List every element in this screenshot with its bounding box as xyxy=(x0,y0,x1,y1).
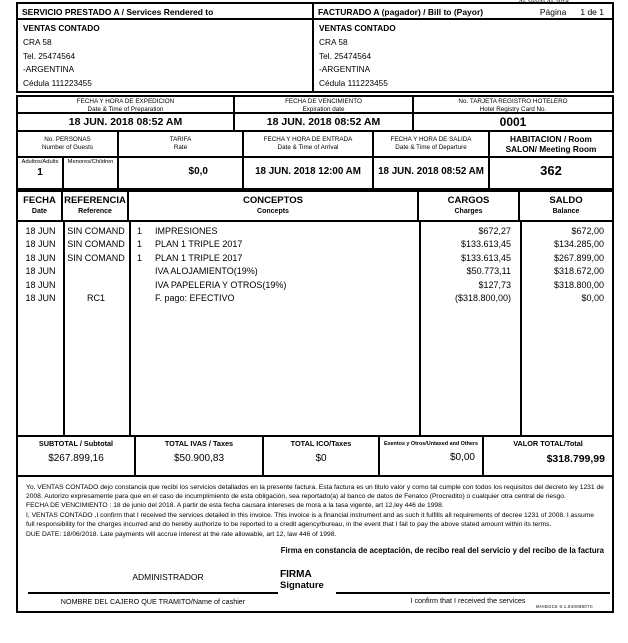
cell-balance: $318.800,00 xyxy=(553,279,604,290)
address-line: -ARGENTINA xyxy=(23,64,75,75)
address-line: VENTAS CONTADO xyxy=(23,23,100,33)
subtotal-value: $267.899,16 xyxy=(48,453,104,464)
table-row xyxy=(18,279,612,292)
guests-values xyxy=(18,158,117,188)
total-ivas-box xyxy=(134,435,264,477)
page-number xyxy=(526,7,604,18)
cell-quantity xyxy=(129,279,155,292)
guest-signature-line xyxy=(336,592,610,594)
room-number: 362 xyxy=(540,163,562,178)
header-en: Concepts xyxy=(257,208,289,215)
system-code: MIHBOC8 8.1.84008807C xyxy=(536,604,594,609)
registry-card-label xyxy=(414,97,612,114)
grand-total-label: VALOR TOTAL/Total xyxy=(513,439,583,448)
room-label xyxy=(490,132,612,158)
label-es: TARIFA xyxy=(169,136,192,143)
cell-concept: IVA ALOJAMIENTO(19%) xyxy=(155,266,258,277)
header-es: CONCEPTOS xyxy=(242,195,303,206)
pagina-value: 1 de 1 xyxy=(580,7,604,17)
service-rendered-address xyxy=(16,18,314,93)
total-ivas-label: TOTAL IVAS / Taxes xyxy=(164,439,234,448)
arrival-label xyxy=(244,132,372,158)
label-en: Number of Guests xyxy=(41,144,94,152)
cell-reference: SIN COMAND xyxy=(67,252,125,263)
confirm-services-label: I confirm that I received the services xyxy=(410,596,526,605)
header-es: SALDO xyxy=(549,195,583,206)
subtotal-box xyxy=(16,435,136,477)
cell-concept: IMPRESIONES xyxy=(155,226,218,236)
label-en: Expiration date xyxy=(302,105,345,113)
col-header-reference xyxy=(61,190,129,222)
label-es: FECHA DE VENCIMIENTO xyxy=(285,98,362,105)
grand-total-value: $318.799,99 xyxy=(546,453,605,465)
col-header-date xyxy=(16,190,63,222)
label-en: Date & Time of Departure xyxy=(395,144,467,152)
cell-date: 18 JUN xyxy=(25,266,56,277)
header-en: Balance xyxy=(552,208,580,215)
grand-total-box xyxy=(482,435,614,477)
children-cell xyxy=(64,158,117,188)
room-label-line1: HABITACION / Room xyxy=(510,134,592,144)
col-header-charges xyxy=(417,190,520,222)
preparation-date-box xyxy=(16,95,235,132)
cell-charge: $133.613,45 xyxy=(460,239,511,250)
column-divider xyxy=(129,222,131,435)
label-en: Rate xyxy=(173,144,188,152)
label-es: FECHA Y HORA DE SALIDA xyxy=(390,136,472,143)
address-line: CRA 58 xyxy=(319,36,348,47)
table-row xyxy=(18,225,612,238)
registry-card-box xyxy=(412,95,614,132)
signature-acceptance-line: Firma en constancia de aceptación, de recibo real del servicio y del recibo de la factura xyxy=(280,546,604,556)
table-row xyxy=(18,238,612,251)
header-es: CARGOS xyxy=(447,195,490,206)
cell-date: 18 JUN xyxy=(25,239,56,250)
departure-value: 18 JUN. 2018 08:52 AM xyxy=(378,166,484,177)
adults-label: Adultos/Adults xyxy=(21,159,59,165)
header-en: Charges xyxy=(454,208,483,215)
room-label-line2: SALON/ Meeting Room xyxy=(505,144,597,154)
cashier-name-label: NOMBRE DEL CAJERO QUE TRAMITO/Name of cashier xyxy=(60,597,246,606)
label-en: Date & Time of Arrival xyxy=(277,144,339,152)
cell-concept: IVA PAPELERIA Y OTROS(19%) xyxy=(155,279,287,290)
address-line: Tel. 25474564 xyxy=(319,50,372,61)
rate-label xyxy=(119,132,242,158)
label-en: Hotel Registry Card No. xyxy=(479,105,547,113)
col-header-balance xyxy=(518,190,614,222)
cell-reference: SIN COMAND xyxy=(67,239,125,250)
cell-date: 18 JUN xyxy=(25,279,56,290)
cell-date: 18 JUN xyxy=(25,226,56,236)
cell-balance: $318.672,00 xyxy=(553,266,604,277)
cell-date: 18 JUN xyxy=(25,252,56,263)
charges-table-body xyxy=(16,220,614,437)
cell-balance: $267.899,00 xyxy=(553,252,604,263)
label-es: No. TARJETA REGISTRO HOTELERO xyxy=(458,98,568,105)
preparation-date-value: 18 JUN. 2018 08:52 AM xyxy=(68,116,183,128)
guests-label xyxy=(18,132,117,158)
table-row xyxy=(18,252,612,265)
children-label: Menores/Children xyxy=(67,159,114,165)
pagina-label: Página xyxy=(539,7,567,17)
untaxed-box xyxy=(378,435,484,477)
administrator-label: ADMINISTRADOR xyxy=(132,572,204,582)
due-date-en: DUE DATE: 18/06/2018. Late payments will accrue interest at the rate allowable, art 12, law 446 of 1998. xyxy=(26,530,337,538)
cell-concept: PLAN 1 TRIPLE 2017 xyxy=(155,252,243,263)
firma-signature-label xyxy=(280,569,324,591)
signature-label: Signature xyxy=(280,580,324,591)
column-divider xyxy=(63,222,65,435)
total-ivas-value: $50.900,83 xyxy=(173,453,225,464)
cell-quantity: 1 xyxy=(137,252,143,263)
subtotal-label: SUBTOTAL / Subtotal xyxy=(38,439,114,448)
untaxed-value: $0,00 xyxy=(449,452,475,463)
header-en: Date xyxy=(31,208,48,215)
label-en: Date & Time of Preparation xyxy=(87,105,164,113)
rate-box xyxy=(117,130,244,190)
table-row xyxy=(18,292,612,305)
cell-quantity xyxy=(129,265,155,278)
legal-signature-box xyxy=(16,475,614,613)
adults-value: 1 xyxy=(37,167,43,178)
firma-label: FIRMA xyxy=(280,569,312,580)
cell-concept: F. pago: EFECTIVO xyxy=(155,292,235,303)
cell-charge: $133.613,45 xyxy=(460,252,511,263)
total-ico-value: $0 xyxy=(315,453,327,464)
column-divider xyxy=(520,222,522,435)
cell-quantity xyxy=(129,292,155,305)
cell-quantity: 1 xyxy=(137,239,143,250)
cell-date: 18 JUN xyxy=(25,292,56,303)
service-rendered-header: SERVICIO PRESTADO A / Services Rendered to xyxy=(16,2,314,20)
arrival-box xyxy=(242,130,374,190)
adults-cell xyxy=(18,158,64,188)
departure-label xyxy=(374,132,488,158)
cell-charge: ($318.800,00) xyxy=(454,292,511,303)
departure-box xyxy=(372,130,490,190)
address-line: VENTAS CONTADO xyxy=(319,23,396,33)
cell-concept: PLAN 1 TRIPLE 2017 xyxy=(155,239,243,250)
expiration-date-value: 18 JUN. 2018 08:52 AM xyxy=(266,116,381,128)
cell-charge: $672,27 xyxy=(478,226,511,236)
col-header-concepts xyxy=(127,190,419,222)
address-line: CRA 58 xyxy=(23,36,52,47)
cashier-signature-line xyxy=(28,592,278,594)
header-en: Reference xyxy=(78,208,112,215)
label-es: No. PERSONAS xyxy=(44,136,91,143)
cell-reference: SIN COMAND xyxy=(67,226,125,236)
expiration-date-box xyxy=(233,95,414,132)
header-es: FECHA xyxy=(23,195,56,206)
column-divider xyxy=(419,222,421,435)
cell-quantity: 1 xyxy=(137,226,143,236)
label-es: FECHA Y HORA DE ENTRADA xyxy=(263,136,353,143)
legal-paragraph-en: I, VENTAS CONTADO ,I confirm that I received the services detailed in this invoice. This invoice is a financial instrument and as such it fulfills all requirements of decree 1231 of 2008. I assume full responsibility for the charges incurred and do hereby authorize to be reported to a credit agency/bureau, in the event that I fail to pay the above stated amount within its terms. xyxy=(26,512,594,528)
total-ico-label: TOTAL ICO/Taxes xyxy=(290,439,352,448)
cell-balance: $134.285,00 xyxy=(553,239,604,250)
guests-box xyxy=(16,130,119,190)
cell-charge: $50.773,11 xyxy=(466,266,511,277)
address-line: Cédula 111223455 xyxy=(319,78,388,89)
rate-value: $0,0 xyxy=(188,166,208,177)
cell-reference: RC1 xyxy=(86,292,105,303)
label-es: FECHA Y HORA DE EXPEDICION xyxy=(76,98,175,105)
cell-charge: $127,73 xyxy=(478,279,511,290)
cell-balance: $0,00 xyxy=(581,292,604,303)
cell-balance: $672,00 xyxy=(571,226,604,236)
cell-reference xyxy=(63,279,129,292)
expiration-date-label xyxy=(235,97,412,114)
due-date-es: FECHA DE VENCIMIENTO : 18 de junio del 2018. A partir de esta fecha causara intereses de mora a la tasa vigente, art 12,ley 446 de 1998. xyxy=(26,502,444,510)
bill-to-address xyxy=(312,18,614,93)
total-ico-box xyxy=(262,435,380,477)
address-line: -ARGENTINA xyxy=(319,64,371,75)
arrival-value: 18 JUN. 2018 12:00 AM xyxy=(255,166,361,177)
header-es: REFERENCIA xyxy=(64,195,126,206)
legal-paragraph-es: Yo, VENTAS CONTADO dejo constancia que recibí los servicios detallados en la presente factura. Esta factura es un titulo valor y como tal cumple con todos los requisitos del decreto ley 1231 de 2008. Autorizo expresamente para que en el caso de incumplimiento de esta obligación, sea reportado(a) al banco de datos de Fenalco (Procredito) o cualquier otra central de riesgo. xyxy=(26,484,604,500)
address-line: Cédula 111223455 xyxy=(23,78,92,89)
room-box xyxy=(488,130,614,190)
table-row xyxy=(18,265,612,278)
untaxed-label: Exentos y Otros/Untaxed and Others xyxy=(383,441,479,447)
cell-reference xyxy=(63,265,129,278)
registry-card-value: 0001 xyxy=(499,115,527,129)
bill-to-title: FACTURADO A (pagador) / Bill to (Payor) xyxy=(318,7,484,17)
preparation-date-label xyxy=(18,97,233,114)
address-line: Tel. 25474564 xyxy=(23,50,76,61)
